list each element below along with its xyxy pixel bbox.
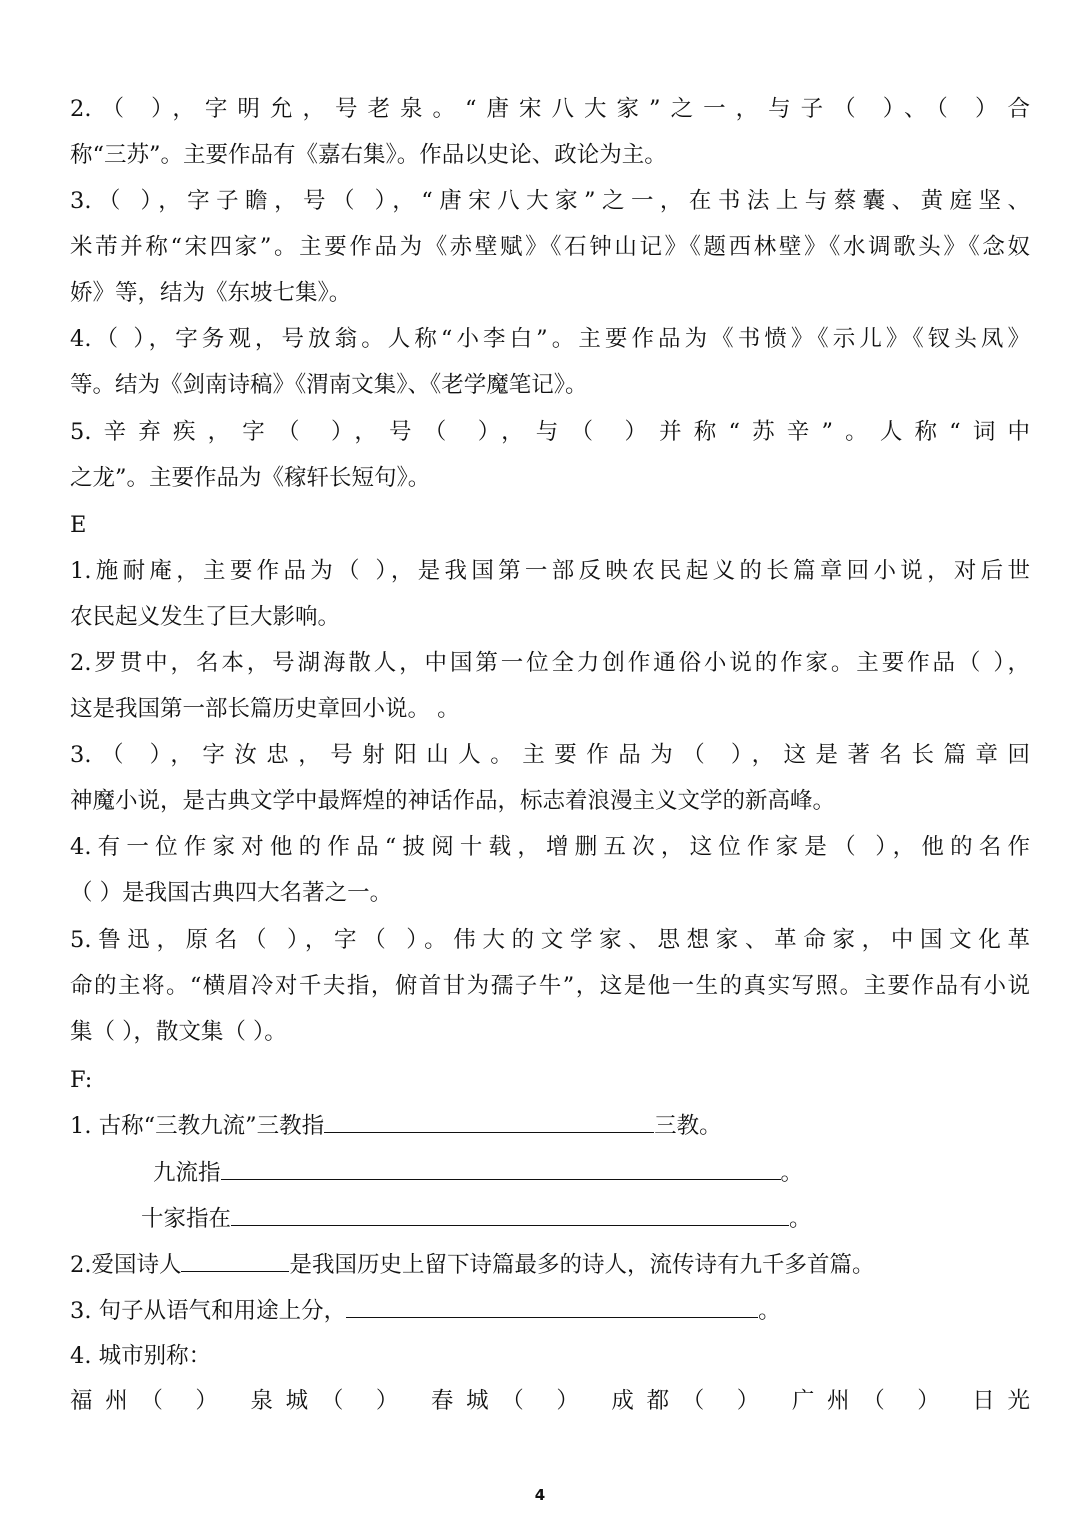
question-f3-prompt: 3. 句子从语气和用途上分， (70, 1298, 347, 1324)
answer-blank-three-teachings[interactable] (324, 1110, 654, 1133)
question-e5-line3: 集（ ），散文集（ ）。 (70, 1019, 287, 1045)
question-f2 (70, 1249, 1030, 1280)
question-f1-prompt: 1. 古称“三教九流”三教指 (70, 1113, 325, 1139)
question-e2-line1: 2.罗贯中，名本，号湖海散人，中国第一位全力创作通俗小说的作家。主要作品（ ）， (70, 650, 1030, 676)
question-e2-line2: 这是我国第一部长篇历史章回小说。 。 (70, 696, 460, 722)
question-d3-line2: 米芾并称“宋四家”。主要作品为《赤壁赋》《石钟山记》《题西林壁》《水调歌头》《念奴 (70, 234, 1030, 260)
question-e3-line2: 神魔小说，是古典文学中最辉煌的神话作品，标志着浪漫主义文学的新高峰。 (70, 788, 836, 814)
period: 。 (789, 1206, 812, 1232)
question-e1-line1: 1.施耐庵，主要作品为（ ），是我国第一部反映农民起义的长篇章回小说，对后世 (70, 558, 1030, 584)
question-e1-line2: 农民起义发生了巨大影响。 (70, 604, 341, 630)
nine-streams-label: 九流指 (153, 1160, 221, 1186)
question-e5-line1: 5.鲁迅，原名（ ），字（ ）。伟大的文学家、思想家、革命家，中国文化革 (70, 927, 1030, 953)
question-f2-text: 是我国历史上留下诗篇最多的诗人，流传诗有九千多首篇。 (289, 1252, 875, 1278)
answer-blank-nine-streams[interactable] (221, 1157, 781, 1180)
question-e4-line1: 4.有一位作家对他的作品“披阅十载，增删五次，这位作家是（ ），他的名作 (70, 834, 1030, 860)
question-d5-line1: 5.辛弃疾，字（ ），号（ ），与（ ）并称“苏辛”。人称“词中 (70, 419, 1030, 445)
period: 。 (780, 1160, 804, 1186)
question-d4-line2: 等。结为《剑南诗稿》《渭南文集》、《老学魔笔记》。 (70, 372, 588, 398)
answer-blank-patriotic-poet[interactable] (181, 1249, 289, 1272)
question-d5-line2: 之龙”。主要作品为《稼轩长短句》。 (70, 465, 431, 491)
question-d3-line1: 3.（ ），字子瞻，号（ ），“唐宋八大家”之一，在书法上与蔡囊、黄庭坚、 (70, 188, 1030, 214)
section-f-heading: F: (70, 1067, 93, 1093)
question-d3-line3: 娇》等，结为《东坡七集》。 (70, 280, 352, 306)
question-f3 (70, 1295, 1030, 1326)
period: 。 (758, 1298, 781, 1324)
question-f1-line2 (153, 1157, 853, 1188)
question-d2-line2: 称“三苏”。主要作品有《嘉右集》。作品以史论、政论为主。 (70, 142, 667, 168)
question-d2-line1: 2.（ ），字明允，号老泉。“唐宋八大家”之一，与子（ ）、（ ）合 (70, 96, 1030, 122)
question-e3-line1: 3.（ ），字汝忠，号射阳山人。主要作品为（ ），这是著名长篇章回 (70, 742, 1030, 768)
section-e-heading: E (70, 512, 87, 538)
question-f1-line1 (70, 1110, 1030, 1141)
question-d4-line1: 4.（ ），字务观，号放翁。人称“小李白”。主要作品为《书愤》《示儿》《钗头凤》 (70, 326, 1030, 352)
question-f1-line3 (141, 1203, 853, 1234)
question-f1-suffix: 三教。 (654, 1113, 722, 1139)
answer-blank-ten-schools[interactable] (231, 1203, 789, 1226)
page-number: 4 (534, 1486, 546, 1504)
question-e4-line2: （ ）是我国古典四大名著之一。 (70, 880, 393, 906)
city-nicknames-row: 福州（ ） 泉城（ ） 春城（ ） 成都（ ） 广州（ ） 日光 (70, 1388, 1030, 1414)
question-f2-prompt: 2.爱国诗人 (70, 1252, 182, 1278)
answer-blank-sentence-types[interactable] (346, 1295, 758, 1318)
question-f4: 4. 城市别称： (70, 1343, 212, 1369)
ten-schools-label: 十家指在 (141, 1206, 232, 1232)
question-e5-line2: 命的主将。“横眉冷对千夫指，俯首甘为孺子牛”，这是他一生的真实写照。主要作品有小说 (70, 973, 1030, 999)
